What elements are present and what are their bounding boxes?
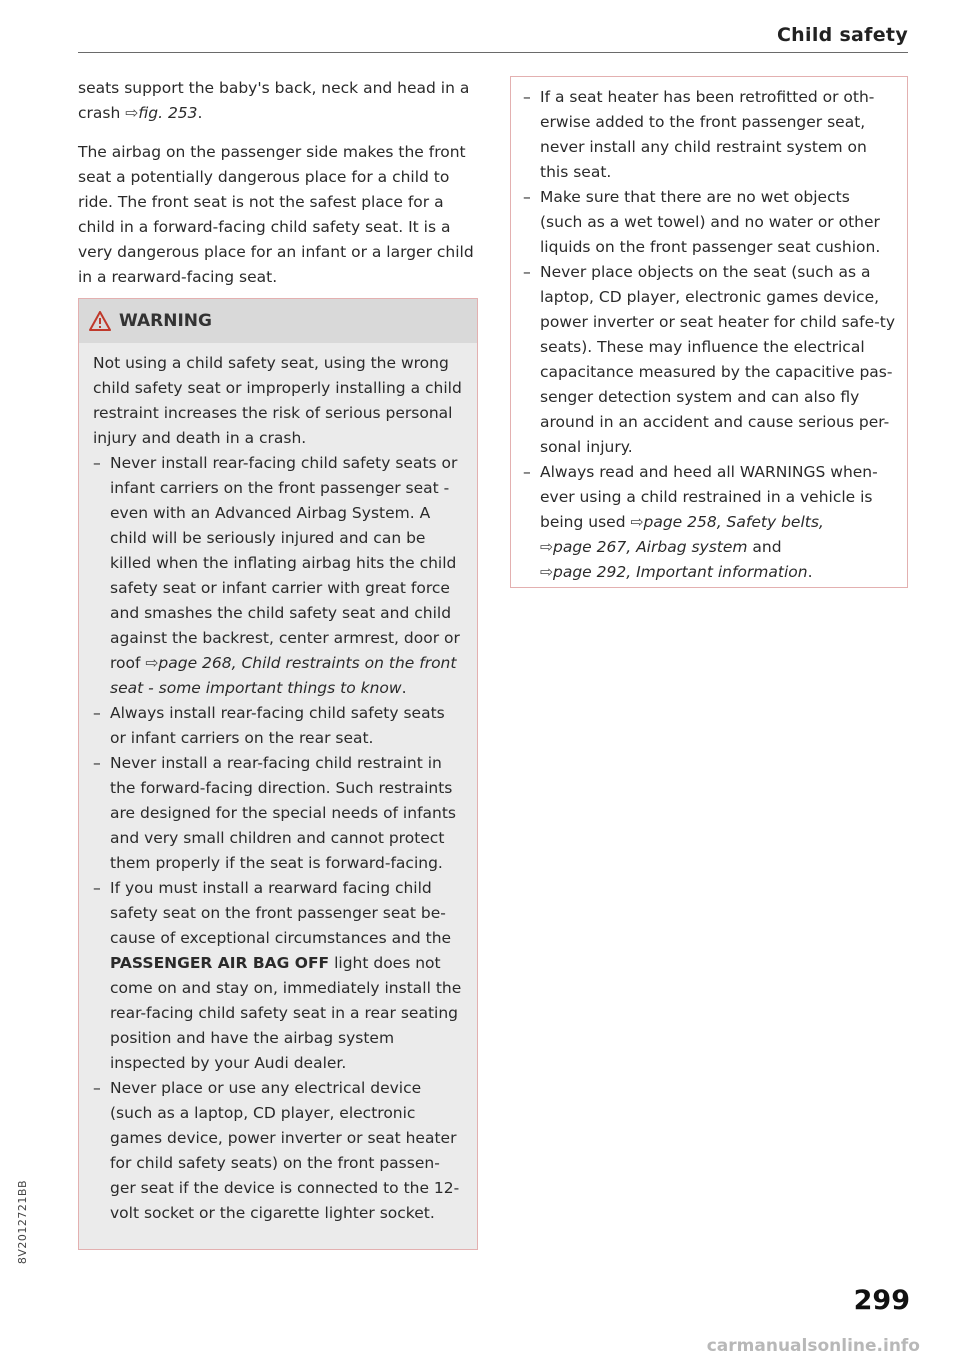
warning-body (79, 343, 477, 1226)
arrow-right-icon: ⇨ (540, 538, 553, 556)
document-code: 8V2012721BB (16, 1180, 29, 1265)
page-number: 299 (853, 1285, 910, 1316)
warning-list (93, 451, 463, 1226)
warning-box (78, 298, 478, 1250)
page-reference[interactable]: page 258, Safety belts, (643, 513, 824, 531)
watermark: carmanualsonline.info (706, 1336, 920, 1356)
arrow-right-icon: ⇨ (125, 104, 139, 122)
warning-item: – Make sure that there are no wet objects (such as a wet towel) and no water or other liquids on the front passenger seat cushion. (523, 185, 895, 260)
page-header-title: Child safety (776, 24, 908, 46)
warning-item: – Always install rear-facing child safety seats or infant carriers on the rear seat. (93, 701, 463, 751)
warning-item: – If you must install a rearward facing child safety seat on the front passenger seat be-cause of exceptional circumstances and the PASSENGER AIR BAG OFF light does not come on and stay on, immediately install the rear-facing child safety seat in a rear seating position and have the airbag system inspected by your Audi dealer. (93, 876, 463, 1076)
warning-item: – If a seat heater has been retrofitted or oth-erwise added to the front passenger seat, never install any child restraint system on this seat. (523, 85, 895, 185)
continuation-list (523, 85, 895, 585)
arrow-right-icon: ⇨ (630, 513, 644, 531)
warning-triangle-icon (89, 311, 111, 331)
warning-intro: Not using a child safety seat, using the wrong child safety seat or improperly installing a child restraint increases the risk of serious personal injury and death in a crash. (93, 354, 462, 447)
left-column (78, 76, 478, 304)
arrow-right-icon: ⇨ (145, 654, 159, 672)
warning-item: – Never install a rear-facing child restraint in the forward-facing direction. Such restraints are designed for the special needs of infants and very small children and cannot protect them properly if the seat is forward-facing. (93, 751, 463, 876)
airbag-off-label: PASSENGER AIR BAG OFF (110, 954, 330, 972)
warning-item: – Always read and heed all WARNINGS when-ever using a child restrained in a vehicle is being used ⇨page 258, Safety belts, ⇨page 267, Airbag system and ⇨page 292, Important information. (523, 460, 895, 585)
warning-header (79, 299, 477, 343)
warning-item: – Never place objects on the seat (such as a laptop, CD player, electronic games device, power inverter or seat heater for child safe-ty seats). These may influence the electrical capacitance measured by the capacitive pas-senger detection system and can also fly around in an accident and cause serious per-sonal injury. (523, 260, 895, 460)
page-reference[interactable]: page 292, Important information (553, 563, 808, 581)
intro-paragraph-2: The airbag on the passenger side makes the front seat a potentially dangerous place for a child to ride. The front seat is not the safest place for a child in a forward-facing child safety seat. It is a very dangerous place for an infant or a larger child in a rearward-facing seat. (78, 143, 474, 286)
warning-item: – Never install rear-facing child safety seats or infant carriers on the front passenger seat - even with an Advanced Airbag System. A child will be seriously injured and can be killed when the inflating airbag hits the child safety seat or infant carrier with great force and smashes the child safety seat and child against the backrest, center armrest, door or roof ⇨page 268, Child restraints on the front seat - some important things to know. (93, 451, 463, 701)
warning-continuation-box (510, 76, 908, 588)
page-reference[interactable]: page 268, Child restraints on the front seat - some important things to know (110, 654, 457, 697)
arrow-right-icon: ⇨ (540, 563, 553, 581)
warning-title: WARNING (119, 311, 212, 331)
warning-item: – Never place or use any electrical device (such as a laptop, CD player, electronic games device, power inverter or seat heater for child safety seats) on the front passen-ger seat if the device is connected to the 12-volt socket or the cigarette lighter socket. (93, 1076, 463, 1226)
page-reference[interactable]: page 267, Airbag system (553, 538, 748, 556)
header-rule (78, 52, 908, 53)
intro-paragraph-1: seats support the baby's back, neck and head in a crash ⇨fig. 253. (78, 79, 470, 122)
figure-reference[interactable]: fig. 253 (138, 104, 198, 122)
